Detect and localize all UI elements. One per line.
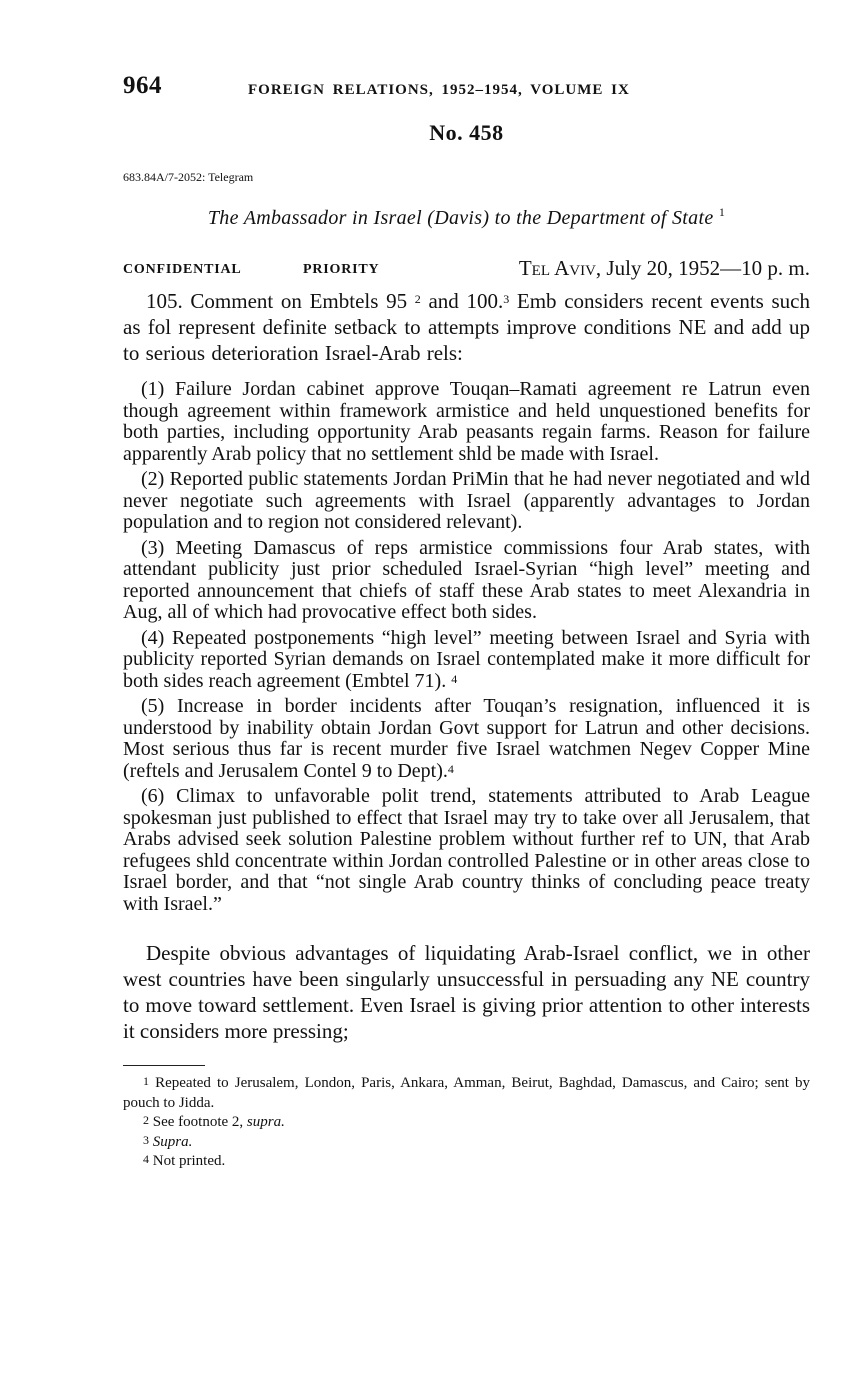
lead-text-a: 105. Comment on Embtels 95 [146,289,408,313]
dateline-date: , July 20, 1952—10 p. m. [595,256,810,280]
footnote-3 [123,1133,810,1153]
footnote-ref: 4 [451,671,458,686]
footnote-ref: 3 [503,292,510,306]
running-title: FOREIGN RELATIONS, 1952–1954, VOLUME IX [248,82,630,98]
lead-paragraph [123,288,810,366]
footnote-divider [123,1065,205,1066]
running-head [123,70,810,106]
closing-paragraph: Despite obvious advantages of liquidating Arab-Israel conflict, we in other west countries have been singularly unsuccessful in persuading any NE country to move toward settlement. Even Israel is giving prior attention to other interests it considers more pressing; [123,941,810,1043]
footnote-2 [123,1113,810,1133]
footnote-ref: 2 [414,292,421,306]
list-item-text: (5) Increase in border incidents after Touqan’s resignation, influenced it is understood by inability obtain Jordan Govt support for Latrun and other decisions. Most serious thus far is recent murder five Israel watchmen Negev Copper Mine (reftels and Jerusalem Contel 9 to Dept). [123,695,810,782]
document-number: No. 458 [429,120,504,145]
list-item [123,628,810,693]
lead-text-b: and 100. [420,289,504,313]
footnote-italic: Supra. [152,1133,193,1150]
footnote-text: Not printed. [152,1153,226,1169]
footnote-1 [123,1074,810,1113]
footnote-italic: supra. [246,1114,285,1130]
list-item [123,696,810,782]
file-reference: 683.84A/7-2052: Telegram [123,170,254,184]
list-item: (2) Reported public statements Jordan PriMin that he had never negotiated and wld never negotiate such agreements with Israel (apparently advantages to Jordan population and to region not considered relevant). [123,468,810,533]
footnote-mark: 4 [143,1152,149,1166]
numbered-list [123,379,810,915]
list-item: (6) Climax to unfavorable polit trend, statements attributed to Arab League spokesman just published to effect that Israel may try to take over all Jerusalem, that Arabs advised seek solution Palestine problem without further ref to UN, that Arab refugees shld concentrate within Jordan controlled Palestine or in other areas close to Israel border, and that “not single Arab country thinks of concluding peace treaty with Israel.” [123,785,810,915]
footnote-text: See footnote 2, [152,1114,247,1130]
footnote-mark: 1 [143,1074,149,1088]
dateline [519,256,810,281]
message-header [123,256,810,284]
list-item: (1) Failure Jordan cabinet approve Touqan–Ramati agreement re Latrun even though agreement within framework armistice and held unquestioned benefits for both parties, including opportunity Arab peasants regain farms. Reason for failure apparently Arab policy that no settlement shld be made with Israel. [123,378,810,465]
footnote-mark: 3 [143,1132,149,1147]
document-page [123,70,810,1172]
list-item: (3) Meeting Damascus of reps armistice commissions four Arab states, with attendant publicity just prior scheduled Israel-Syrian “high level” meeting and reported announcement that chiefs of staff these Arab states to meet Alexandria in Aug, all of which had provocative effect both sides. [123,536,810,623]
footnote-text: Repeated to Jerusalem, London, Paris, Ankara, Amman, Beirut, Baghdad, Damascus, and Cairo; sent by pouch to Jidda. [123,1075,810,1111]
footnotes [123,1074,810,1172]
document-title-text: The Ambassador in Israel (Davis) to the Department of State [207,207,714,229]
footnote-ref: 1 [718,205,726,219]
lead-text-c: Emb considers recent events such as fol represent definite setback to attempts improve conditions NE and add up to serious deterioration Israel-Arab rels: [123,289,810,365]
classification-label: CONFIDENTIAL [123,262,242,277]
footnote-mark: 2 [143,1113,149,1127]
dateline-place: Tel Aviv [518,256,596,280]
document-title [123,207,810,230]
list-item-text: (4) Repeated postponements “high level” meeting between Israel and Syria with publicity reported Syrian demands on Israel contemplated make it more difficult for both sides reach agreement (Embtel 71). [123,626,810,692]
footnote-ref: 4 [447,761,454,776]
footnote-4 [123,1152,810,1172]
page-number: 964 [123,72,162,99]
priority-label: PRIORITY [303,262,380,277]
